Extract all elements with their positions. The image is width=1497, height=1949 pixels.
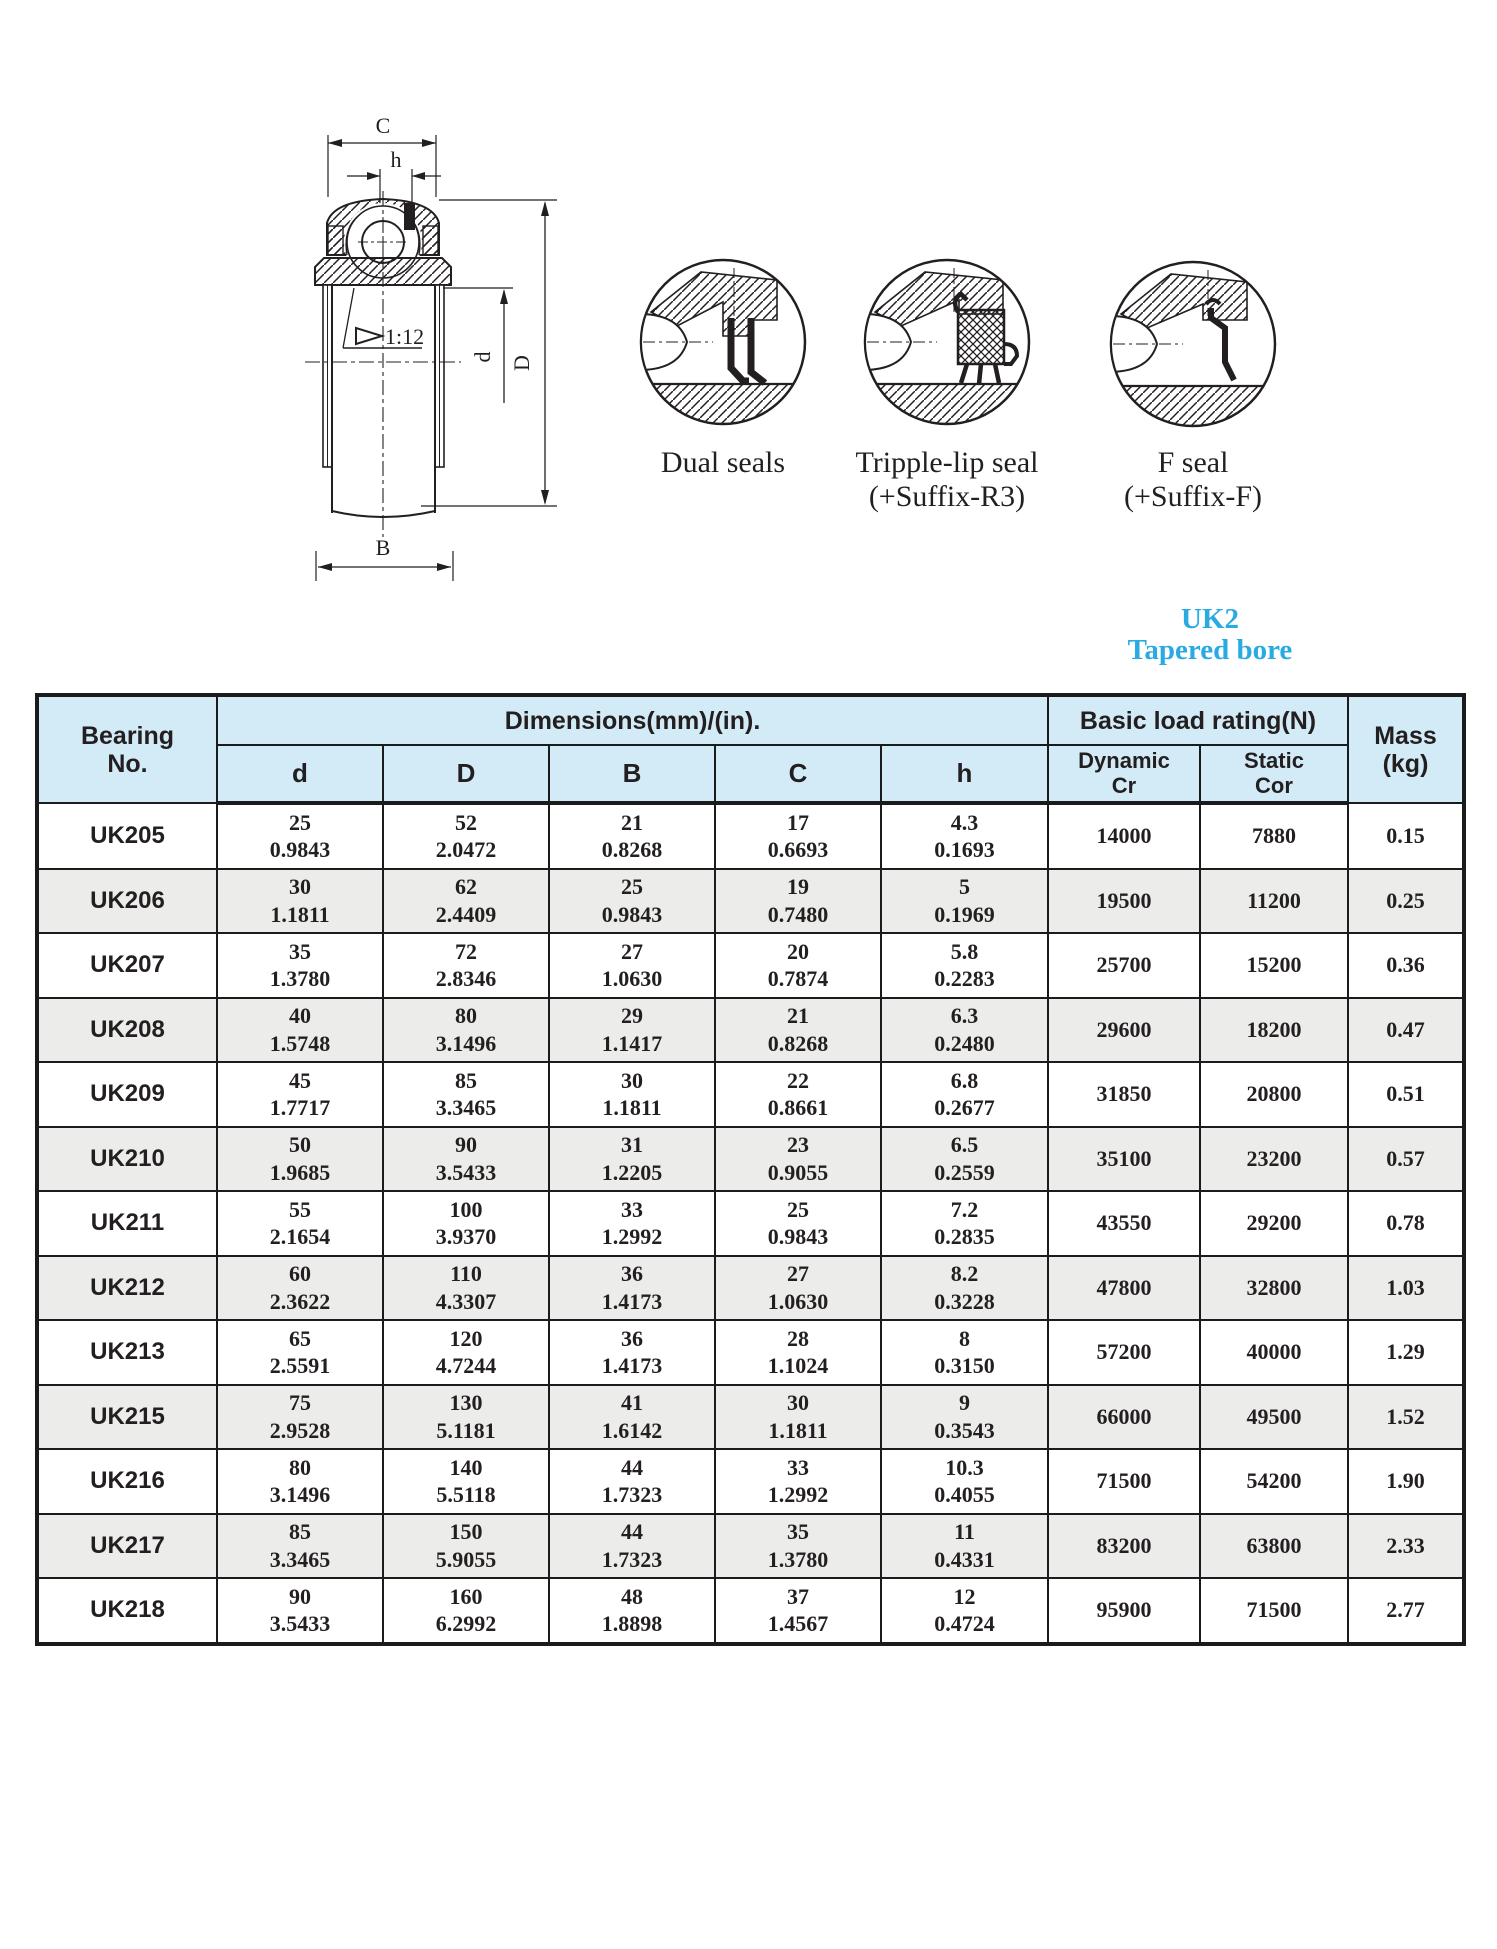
dim-C-cell: 35 1.3780: [715, 1514, 881, 1579]
dim-h-cell: 6.8 0.2677: [881, 1062, 1048, 1127]
table-row: [37, 1256, 1464, 1321]
tripple-lip-seal-diagram: [861, 256, 1033, 428]
dim-B-cell: 44 1.7323: [549, 1514, 715, 1579]
bearing-no-cell: UK215: [37, 1385, 217, 1450]
bearing-no-cell: UK211: [37, 1191, 217, 1256]
mass-cell: 2.77: [1348, 1578, 1464, 1644]
dim-C-cell: 17 0.6693: [715, 803, 881, 869]
dim-d-cell: 55 2.1654: [217, 1191, 383, 1256]
dim-B-cell: 41 1.6142: [549, 1385, 715, 1450]
dim-B-cell: 30 1.1811: [549, 1062, 715, 1127]
dim-h-cell: 10.3 0.4055: [881, 1449, 1048, 1514]
static-cor-cell: 54200: [1200, 1449, 1348, 1514]
dim-C-cell: 25 0.9843: [715, 1191, 881, 1256]
bearing-spec-table: [35, 693, 1466, 1646]
table-row: [37, 1191, 1464, 1256]
dim-h-cell: 8 0.3150: [881, 1320, 1048, 1385]
dynamic-cr-cell: 83200: [1048, 1514, 1200, 1579]
table-row: [37, 1578, 1464, 1644]
static-cor-cell: 63800: [1200, 1514, 1348, 1579]
bearing-no-cell: UK209: [37, 1062, 217, 1127]
dim-C-cell: 33 1.2992: [715, 1449, 881, 1514]
table-row: [37, 1062, 1464, 1127]
dim-label-d: d: [470, 351, 495, 363]
dim-B-cell: 25 0.9843: [549, 869, 715, 934]
dim-D-cell: 160 6.2992: [383, 1578, 549, 1644]
mass-cell: 0.78: [1348, 1191, 1464, 1256]
dim-label-h: h: [390, 147, 402, 172]
bearing-no-cell: UK212: [37, 1256, 217, 1321]
dim-B-cell: 33 1.2992: [549, 1191, 715, 1256]
table-row: [37, 1127, 1464, 1192]
bearing-no-cell: UK216: [37, 1449, 217, 1514]
mass-cell: 0.47: [1348, 998, 1464, 1063]
table-row: [37, 1449, 1464, 1514]
dynamic-cr-cell: 19500: [1048, 869, 1200, 934]
table-row: [37, 933, 1464, 998]
series-label: [1080, 604, 1340, 667]
static-cor-cell: 32800: [1200, 1256, 1348, 1321]
bearing-no-cell: UK210: [37, 1127, 217, 1192]
dynamic-cr-cell: 29600: [1048, 998, 1200, 1063]
static-cor-cell: 40000: [1200, 1320, 1348, 1385]
dim-h-cell: 9 0.3543: [881, 1385, 1048, 1450]
dim-D-cell: 150 5.9055: [383, 1514, 549, 1579]
dim-d-cell: 65 2.5591: [217, 1320, 383, 1385]
bearing-no-cell: UK206: [37, 869, 217, 934]
mass-cell: 1.52: [1348, 1385, 1464, 1450]
dim-D-cell: 80 3.1496: [383, 998, 549, 1063]
mass-cell: 0.25: [1348, 869, 1464, 934]
table-row: [37, 998, 1464, 1063]
dynamic-cr-cell: 95900: [1048, 1578, 1200, 1644]
table-header: [37, 695, 1464, 803]
dim-D-cell: 72 2.8346: [383, 933, 549, 998]
col-header-load-rating: Basic load rating(N): [1048, 695, 1348, 745]
dynamic-cr-cell: 71500: [1048, 1449, 1200, 1514]
col-header-B: B: [549, 745, 715, 803]
series-code: UK2: [1181, 603, 1239, 635]
mass-cell: 1.29: [1348, 1320, 1464, 1385]
dim-D-cell: 130 5.1181: [383, 1385, 549, 1450]
dim-D-cell: 62 2.4409: [383, 869, 549, 934]
static-cor-cell: 7880: [1200, 803, 1348, 869]
dim-d-cell: 75 2.9528: [217, 1385, 383, 1450]
dim-D-cell: 120 4.7244: [383, 1320, 549, 1385]
dim-d-cell: 40 1.5748: [217, 998, 383, 1063]
col-header-dimensions: Dimensions(mm)/(in).: [217, 695, 1048, 745]
bearing-no-cell: UK213: [37, 1320, 217, 1385]
col-header-h: h: [881, 745, 1048, 803]
mass-cell: 1.90: [1348, 1449, 1464, 1514]
static-cor-cell: 11200: [1200, 869, 1348, 934]
dim-d-cell: 90 3.5433: [217, 1578, 383, 1644]
col-header-dynamic-cr: Dynamic Cr: [1048, 745, 1200, 803]
dynamic-cr-cell: 57200: [1048, 1320, 1200, 1385]
mass-cell: 2.33: [1348, 1514, 1464, 1579]
col-header-bearing-no: Bearing No.: [37, 695, 217, 803]
taper-ratio-label: 1:12: [385, 324, 425, 349]
mass-cell: 1.03: [1348, 1256, 1464, 1321]
dim-C-cell: 19 0.7480: [715, 869, 881, 934]
dim-B-cell: 29 1.1417: [549, 998, 715, 1063]
f-seal-diagram: [1107, 258, 1279, 430]
mass-cell: 0.57: [1348, 1127, 1464, 1192]
dim-D-cell: 100 3.9370: [383, 1191, 549, 1256]
dim-label-c: C: [375, 113, 391, 138]
table-body: [37, 803, 1464, 1644]
dim-d-cell: 85 3.3465: [217, 1514, 383, 1579]
dim-d-cell: 30 1.1811: [217, 869, 383, 934]
table-row: [37, 1320, 1464, 1385]
taper-symbol: [356, 328, 382, 344]
dim-C-cell: 30 1.1811: [715, 1385, 881, 1450]
dim-B-cell: 21 0.8268: [549, 803, 715, 869]
static-cor-cell: 71500: [1200, 1578, 1348, 1644]
dim-C-cell: 28 1.1024: [715, 1320, 881, 1385]
dynamic-cr-cell: 35100: [1048, 1127, 1200, 1192]
dim-D-cell: 140 5.5118: [383, 1449, 549, 1514]
dim-D-cell: 52 2.0472: [383, 803, 549, 869]
dim-C-cell: 27 1.0630: [715, 1256, 881, 1321]
dim-h-cell: 6.5 0.2559: [881, 1127, 1048, 1192]
series-bore-type: Tapered bore: [1127, 634, 1293, 667]
table-row: [37, 803, 1464, 869]
static-cor-cell: 29200: [1200, 1191, 1348, 1256]
dim-C-cell: 23 0.9055: [715, 1127, 881, 1192]
mass-cell: 0.51: [1348, 1062, 1464, 1127]
dual-seal-label: Dual seals: [660, 446, 786, 479]
dim-D-cell: 110 4.3307: [383, 1256, 549, 1321]
dim-h-cell: 8.2 0.3228: [881, 1256, 1048, 1321]
dim-d-cell: 80 3.1496: [217, 1449, 383, 1514]
set-screw: [404, 203, 415, 230]
dim-B-cell: 48 1.8898: [549, 1578, 715, 1644]
mass-cell: 0.15: [1348, 803, 1464, 869]
dual-seal-diagram: [637, 256, 809, 428]
dim-C-cell: 20 0.7874: [715, 933, 881, 998]
dim-C-cell: 37 1.4567: [715, 1578, 881, 1644]
col-header-D: D: [383, 745, 549, 803]
col-header-mass: Mass (kg): [1348, 695, 1464, 803]
dim-d-cell: 45 1.7717: [217, 1062, 383, 1127]
dim-D-cell: 85 3.3465: [383, 1062, 549, 1127]
bearing-no-cell: UK207: [37, 933, 217, 998]
bearing-no-cell: UK218: [37, 1578, 217, 1644]
dim-B-cell: 36 1.4173: [549, 1256, 715, 1321]
dim-h-cell: 7.2 0.2835: [881, 1191, 1048, 1256]
dim-d-cell: 60 2.3622: [217, 1256, 383, 1321]
bearing-cross-section-drawing: [225, 85, 625, 605]
dim-h-cell: 4.3 0.1693: [881, 803, 1048, 869]
table-row: [37, 1514, 1464, 1579]
dim-B-cell: 27 1.0630: [549, 933, 715, 998]
bearing-no-cell: UK208: [37, 998, 217, 1063]
mass-cell: 0.36: [1348, 933, 1464, 998]
dim-h-cell: 11 0.4331: [881, 1514, 1048, 1579]
col-header-d: d: [217, 745, 383, 803]
table-row: [37, 1385, 1464, 1450]
static-cor-cell: 18200: [1200, 998, 1348, 1063]
bearing-no-cell: UK205: [37, 803, 217, 869]
dim-d-cell: 25 0.9843: [217, 803, 383, 869]
table-row: [37, 869, 1464, 934]
tripple-lip-seal-label: Tripple-lip seal (+Suffix-R3): [855, 446, 1039, 513]
dim-h-cell: 5.8 0.2283: [881, 933, 1048, 998]
dim-B-cell: 36 1.4173: [549, 1320, 715, 1385]
dynamic-cr-cell: 31850: [1048, 1062, 1200, 1127]
dynamic-cr-cell: 14000: [1048, 803, 1200, 869]
dynamic-cr-cell: 66000: [1048, 1385, 1200, 1450]
dim-label-b: B: [375, 535, 391, 560]
static-cor-cell: 20800: [1200, 1062, 1348, 1127]
static-cor-cell: 15200: [1200, 933, 1348, 998]
dim-label-D: D: [509, 355, 534, 371]
dim-h-cell: 12 0.4724: [881, 1578, 1048, 1644]
dynamic-cr-cell: 43550: [1048, 1191, 1200, 1256]
dynamic-cr-cell: 47800: [1048, 1256, 1200, 1321]
dim-B-cell: 44 1.7323: [549, 1449, 715, 1514]
col-header-static-cor: Static Cor: [1200, 745, 1348, 803]
dim-h-cell: 5 0.1969: [881, 869, 1048, 934]
bearing-no-cell: UK217: [37, 1514, 217, 1579]
col-header-C: C: [715, 745, 881, 803]
dim-d-cell: 35 1.3780: [217, 933, 383, 998]
dim-C-cell: 22 0.8661: [715, 1062, 881, 1127]
dynamic-cr-cell: 25700: [1048, 933, 1200, 998]
dim-h-cell: 6.3 0.2480: [881, 998, 1048, 1063]
f-seal-label: F seal (+Suffix-F): [1123, 446, 1263, 513]
dim-C-cell: 21 0.8268: [715, 998, 881, 1063]
dim-B-cell: 31 1.2205: [549, 1127, 715, 1192]
dim-d-cell: 50 1.9685: [217, 1127, 383, 1192]
dim-D-cell: 90 3.5433: [383, 1127, 549, 1192]
static-cor-cell: 23200: [1200, 1127, 1348, 1192]
static-cor-cell: 49500: [1200, 1385, 1348, 1450]
